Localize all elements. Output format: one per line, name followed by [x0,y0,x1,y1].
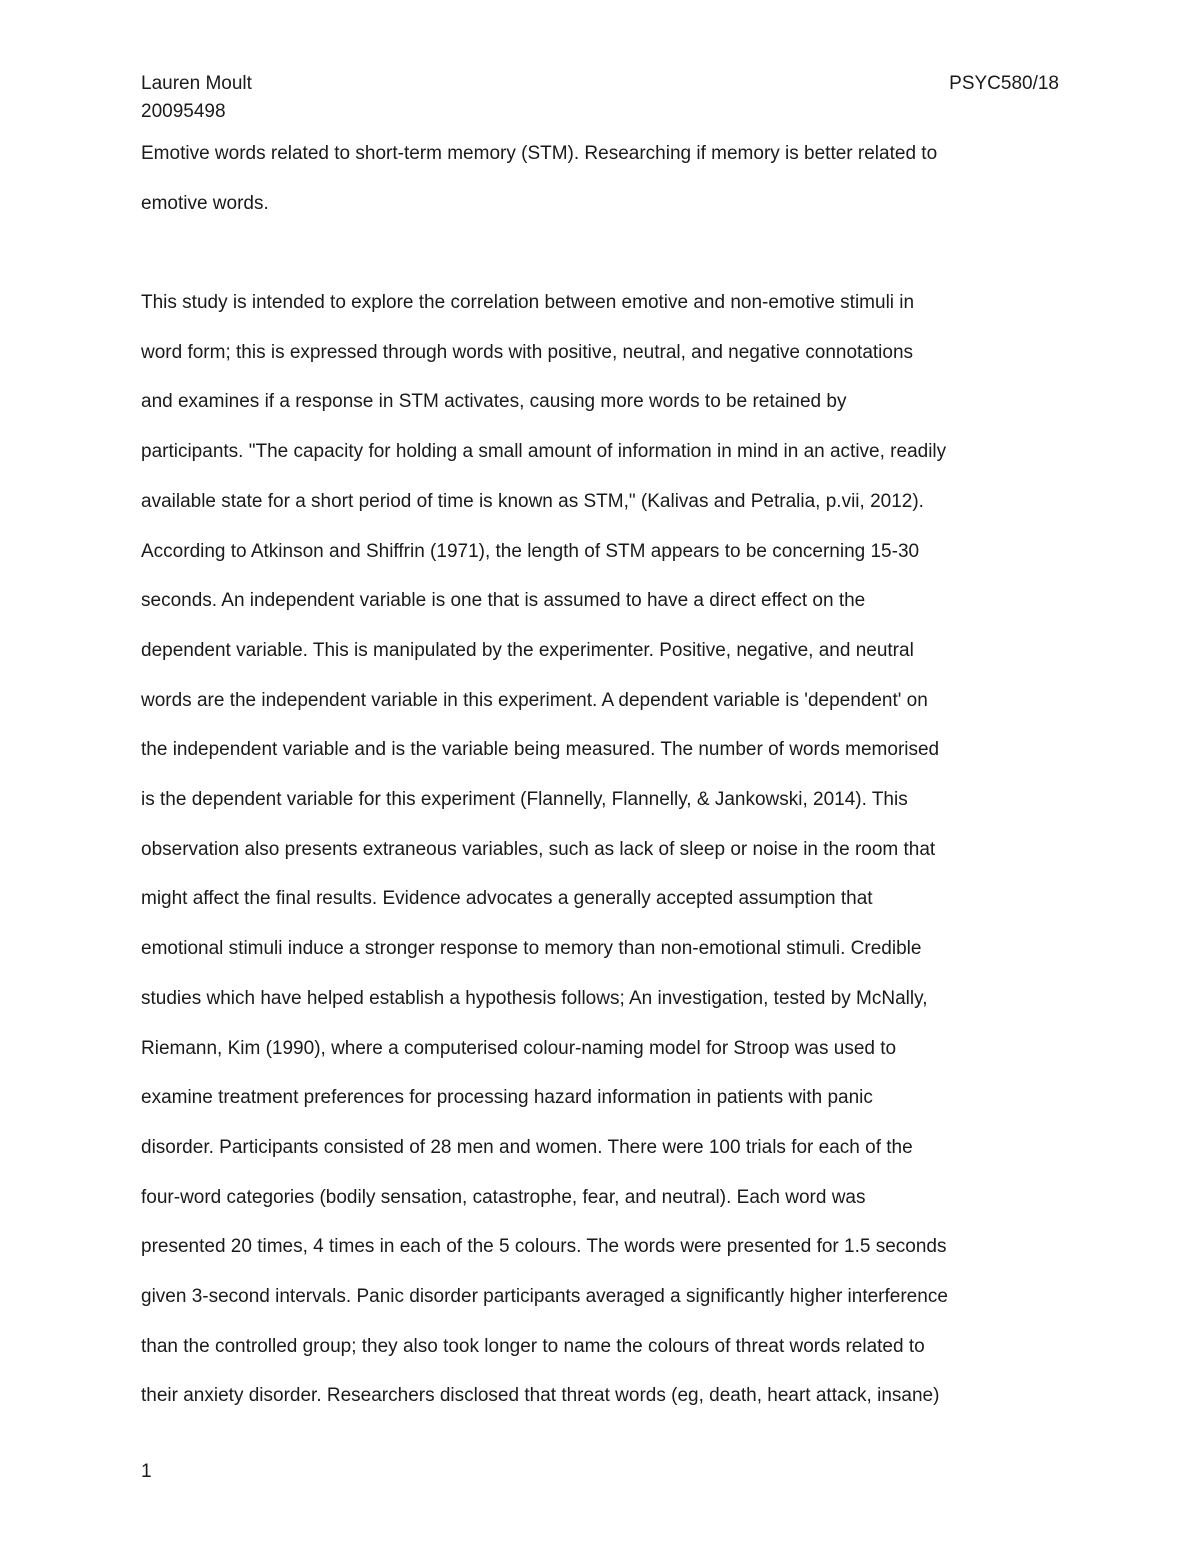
body-line: disorder. Participants consisted of 28 men and women. There were 100 trials for each of the [141,1136,913,1158]
body-line: examine treatment preferences for processing hazard information in patients with panic [141,1087,873,1109]
body-line: four-word categories (bodily sensation, catastrophe, fear, and neutral). Each word was [141,1186,866,1208]
document-title [141,129,1059,228]
body-paragraph [141,278,1059,1421]
body-line: seconds. An independent variable is one that is assumed to have a direct effect on the [141,590,866,612]
body-line: This study is intended to explore the correlation between emotive and non-emotive stimuli in [141,292,915,313]
body-line: Riemann, Kim (1990), where a computerised colour-naming model for Stroop was used to [141,1037,897,1059]
body-line: given 3-second intervals. Panic disorder participants averaged a significantly higher interference [141,1286,948,1308]
page-number: 1 [141,1461,152,1482]
header-row [141,70,1059,98]
body-line: words are the independent variable in this experiment. A dependent variable is 'dependent' on [141,689,928,711]
body-line: might affect the final results. Evidence advocates a generally accepted assumption that [141,888,873,910]
body-line: dependent variable. This is manipulated by the experimenter. Positive, negative, and neutral [141,639,914,661]
body-line: presented 20 times, 4 times in each of the 5 colours. The words were presented for 1.5 seconds [141,1236,947,1258]
body-line: the independent variable and is the variable being measured. The number of words memorised [141,739,940,761]
body-line: is the dependent variable for this experiment (Flannelly, Flannelly, & Jankowski, 2014). This [141,789,908,811]
body-line: their anxiety disorder. Researchers disclosed that threat words (eg, death, heart attack, insane) [141,1385,940,1407]
body-line: According to Atkinson and Shiffrin (1971), the length of STM appears to be concerning 15-30 [141,540,920,562]
body-line: available state for a short period of time is known as STM," (Kalivas and Petralia, p.vii, 2012). [141,490,924,512]
title-line: emotive words. [141,192,269,214]
body-line: than the controlled group; they also took longer to name the colours of threat words related to [141,1335,925,1357]
body-line: emotional stimuli induce a stronger response to memory than non-emotional stimuli. Credible [141,938,922,960]
body-line: observation also presents extraneous variables, such as lack of sleep or noise in the room that [141,838,936,860]
body-line: participants. "The capacity for holding a small amount of information in mind in an active, readily [141,441,947,463]
body-line: and examines if a response in STM activates, causing more words to be retained by [141,391,847,413]
title-line: Emotive words related to short-term memory (STM). Researching if memory is better related to [141,143,938,164]
body-line: studies which have helped establish a hypothesis follows; An investigation, tested by McNally, [141,987,928,1009]
author-name: Lauren Moult [141,73,252,94]
course-code: PSYC580/18 [949,73,1059,94]
student-id: 20095498 [141,101,226,122]
body-line: word form; this is expressed through words with positive, neutral, and negative connotations [141,341,914,363]
